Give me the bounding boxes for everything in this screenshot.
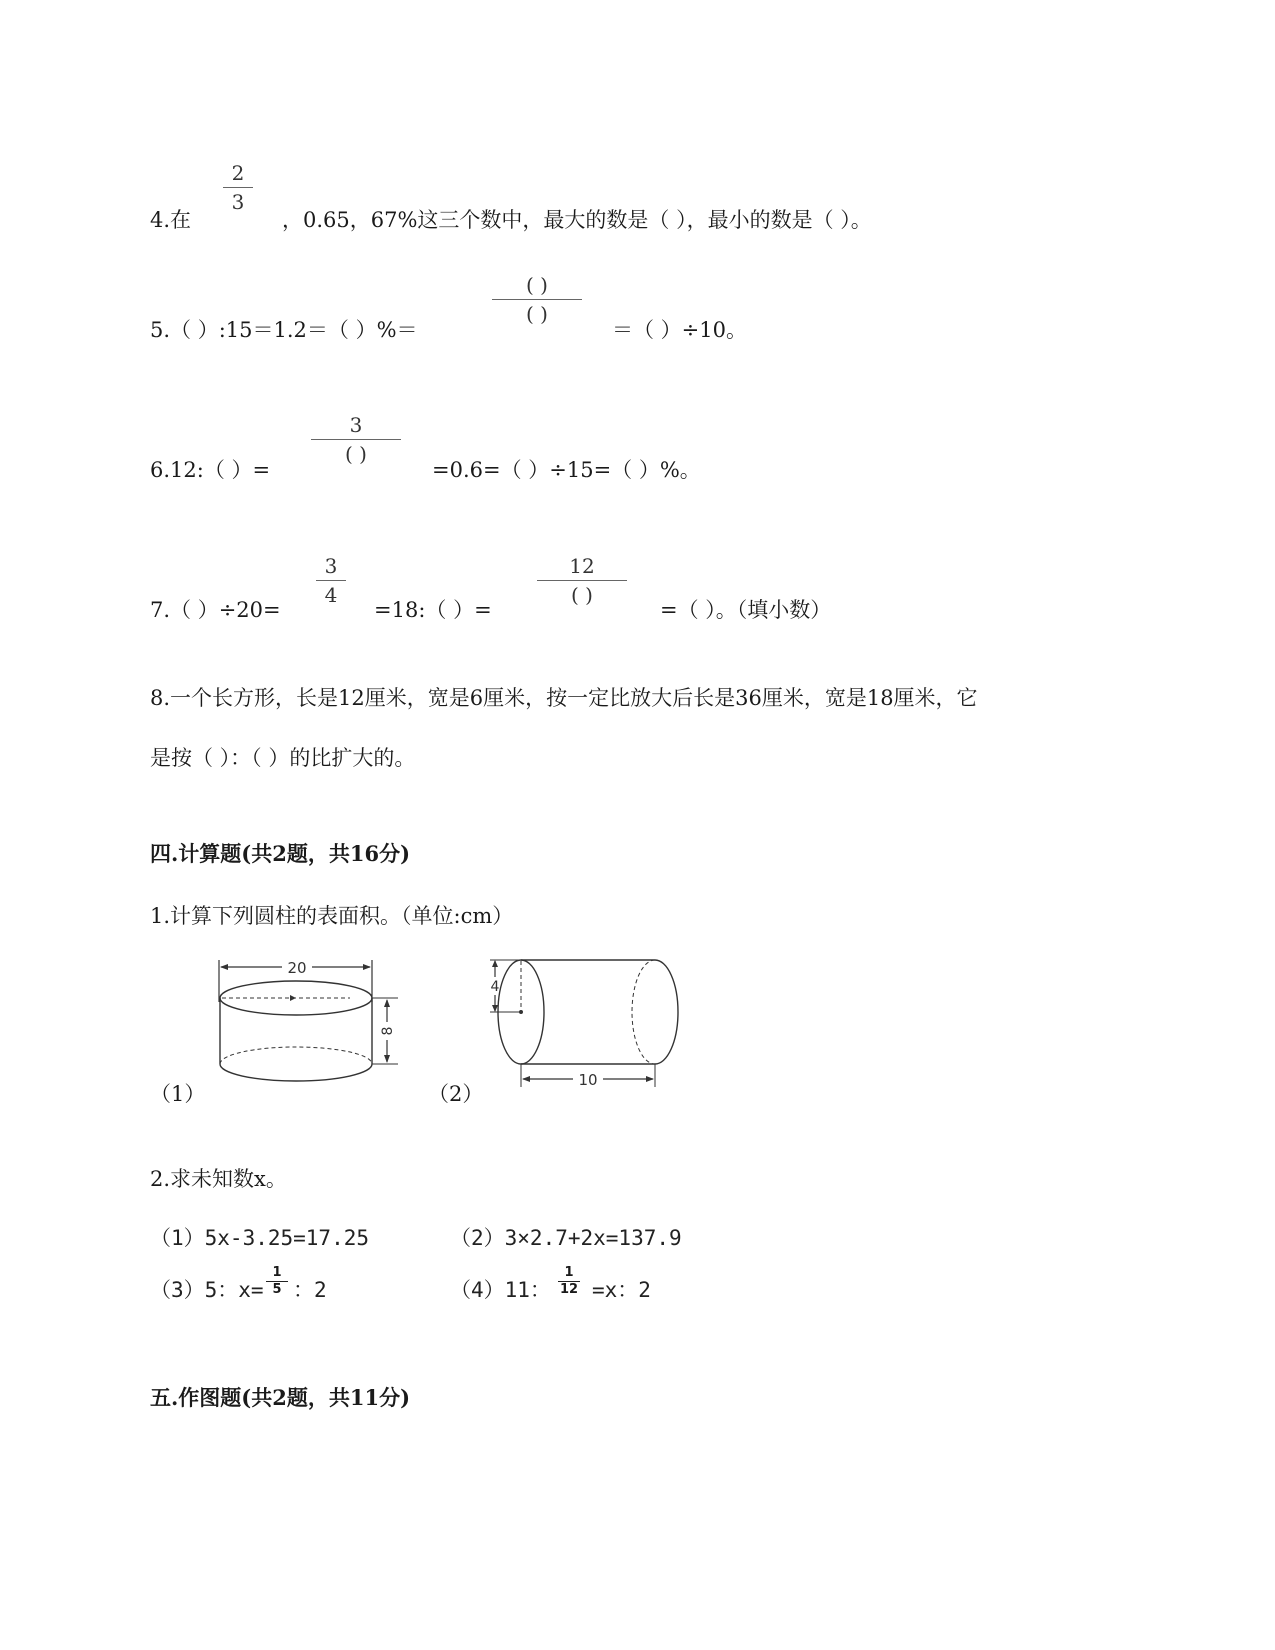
q7-suffix: =（ ）。（填小数） xyxy=(660,598,832,622)
eq3-frac-denominator: 5 xyxy=(272,1282,282,1297)
eq4-suffix: =x：2 xyxy=(592,1278,651,1302)
q6-prefix: 6.12:（ ）= xyxy=(150,458,271,482)
cylinder-1-diameter-label: 20 xyxy=(287,960,307,977)
fraction-bar xyxy=(316,580,346,581)
cylinder-1-height-label: 8 xyxy=(380,1026,396,1036)
section-4-title: 四.计算题(共2题，共16分) xyxy=(150,841,411,866)
eq3-prefix: （3）5：x= xyxy=(150,1278,264,1302)
q5-fraction xyxy=(492,272,582,327)
figure-1-label: （1） xyxy=(150,1082,206,1106)
cylinder-2-drawing xyxy=(485,955,705,1105)
eq3-fraction xyxy=(266,1265,288,1298)
q7-frac2-denominator: ( ) xyxy=(571,583,593,607)
fraction-bar xyxy=(223,187,253,188)
cylinder-2-radius-label: 4 xyxy=(490,979,500,995)
eq4-frac-denominator: 12 xyxy=(559,1282,579,1297)
eq4-prefix: （4）11： xyxy=(450,1278,551,1302)
fraction-bar xyxy=(537,580,627,581)
q5-prefix: 5.（ ）:15＝1.2＝（ ）%＝ xyxy=(150,318,418,342)
cylinder-figure-2 xyxy=(485,955,705,1105)
s4-q2-text: 2.求未知数x。 xyxy=(150,1167,287,1191)
q4-frac-numerator: 2 xyxy=(231,161,245,185)
eq4-frac-numerator: 1 xyxy=(564,1265,574,1280)
q7-middle: =18:（ ）= xyxy=(374,598,492,622)
section-5-title: 五.作图题(共2题，共11分) xyxy=(150,1385,411,1410)
q8-line-1: 8.一个长方形，长是12厘米，宽是6厘米，按一定比放大后长是36厘米，宽是18厘米，它 xyxy=(150,686,978,710)
equation-1: （1）5x-3.25=17.25 xyxy=(150,1226,370,1250)
q6-fraction xyxy=(311,412,401,467)
q4-frac-denominator: 3 xyxy=(231,190,245,214)
q7-frac2-numerator: 12 xyxy=(569,554,595,578)
q4-prefix: 4.在 xyxy=(150,208,192,232)
cylinder-2-length-label: 10 xyxy=(578,1071,598,1089)
q8-line-2: 是按（ ）：（ ）的比扩大的。 xyxy=(150,746,416,770)
fraction-bar xyxy=(492,299,582,300)
eq3-suffix: ：2 xyxy=(293,1278,327,1302)
q7-frac1-numerator: 3 xyxy=(324,554,338,578)
q5-frac-denominator: ( ) xyxy=(526,302,548,326)
q4-fraction xyxy=(223,160,253,215)
q7-fraction-1 xyxy=(316,553,346,608)
fraction-bar xyxy=(311,439,401,440)
q6-suffix: =0.6=（ ）÷15=（ ）%。 xyxy=(432,458,701,482)
figure-2-label: （2） xyxy=(428,1082,484,1106)
q6-frac-numerator: 3 xyxy=(349,413,363,437)
q4-suffix: ，0.65，67%这三个数中，最大的数是（ ），最小的数是（ ）。 xyxy=(282,208,872,232)
s4-q1-text: 1.计算下列圆柱的表面积。（单位:cm） xyxy=(150,904,514,928)
eq3-frac-numerator: 1 xyxy=(272,1265,282,1280)
q5-frac-numerator: ( ) xyxy=(526,273,548,297)
equation-2: （2）3×2.7+2x=137.9 xyxy=(450,1226,682,1250)
q7-frac1-denominator: 4 xyxy=(324,583,338,607)
q7-prefix: 7.（ ）÷20= xyxy=(150,598,281,622)
q6-frac-denominator: ( ) xyxy=(345,442,367,466)
eq4-fraction xyxy=(558,1265,580,1298)
q5-suffix: ＝（ ）÷10。 xyxy=(612,318,747,342)
q7-fraction-2 xyxy=(537,553,627,608)
